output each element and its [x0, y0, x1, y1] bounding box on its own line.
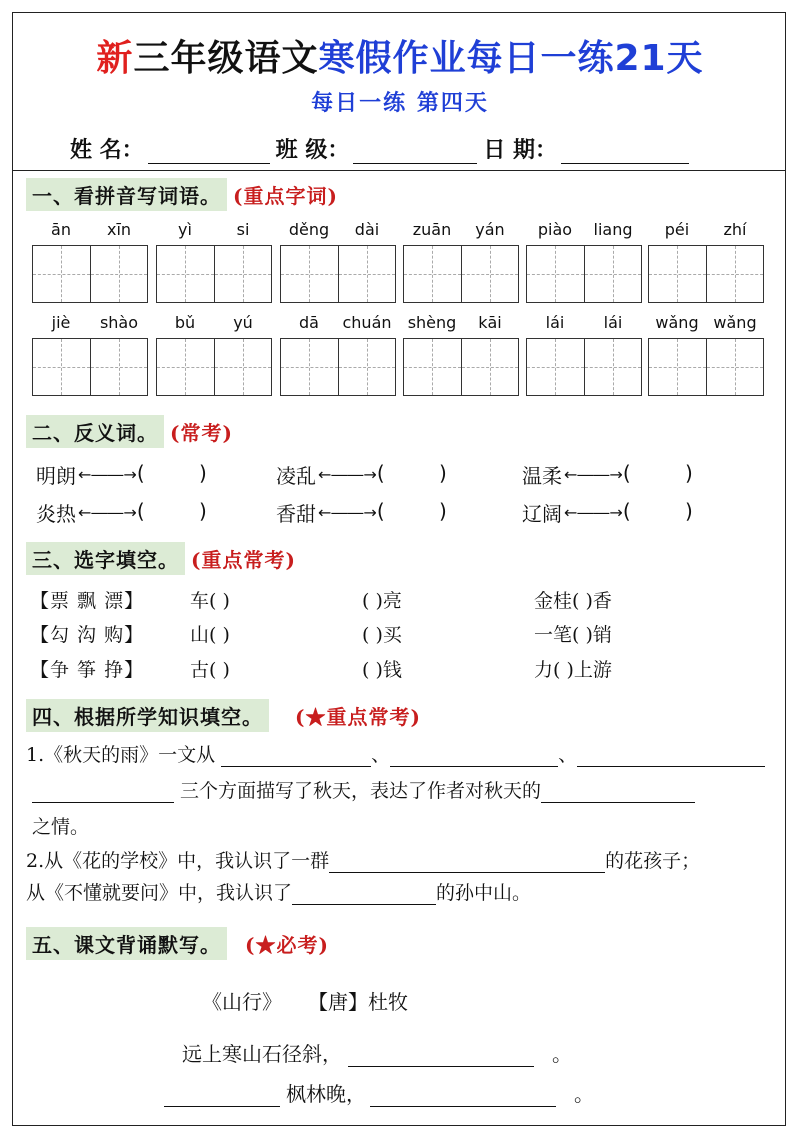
fill-item[interactable]: ( )买 [362, 624, 402, 646]
pinyin-label: lái [545, 313, 565, 332]
pinyin-label: shèng [407, 313, 457, 332]
tianzige-box[interactable] [526, 338, 642, 396]
antonym-answer-blank[interactable] [376, 498, 447, 525]
title-red: 新 [96, 38, 134, 79]
tianzige-cell[interactable] [33, 339, 90, 395]
tianzige-cell[interactable] [33, 246, 90, 302]
q2-mid-text: 的花孩子； [605, 850, 701, 872]
antonym-word: 辽阔 [522, 502, 562, 526]
q1-end-text: 之情。 [32, 816, 90, 838]
section3-heading [26, 541, 296, 575]
tianzige-cell[interactable] [90, 339, 147, 395]
question-2-line-2 [26, 878, 531, 905]
tianzige-cell[interactable] [404, 339, 461, 395]
title-black: 三年级语文 [133, 38, 319, 79]
class-field[interactable] [353, 137, 477, 164]
tianzige-box[interactable] [648, 245, 764, 303]
q1-blank-1[interactable] [221, 746, 371, 767]
tianzige-cell[interactable] [649, 339, 706, 395]
antonym-answer-blank[interactable] [622, 498, 693, 525]
pinyin-label: kāi [478, 313, 502, 332]
tianzige-cell[interactable] [527, 339, 584, 395]
tianzige-cell[interactable] [214, 339, 271, 395]
tianzige-box[interactable] [32, 245, 148, 303]
poem-period-2: 。 [574, 1082, 594, 1106]
pinyin-label: jiè [51, 313, 71, 332]
section3-label: 三、选字填空。 [26, 542, 185, 575]
char-group: 【争 筝 挣】 [30, 659, 145, 681]
paren-close: ) [199, 498, 207, 523]
q1-text: 1.《秋天的雨》一文从 [26, 744, 216, 766]
tianzige-box[interactable] [526, 245, 642, 303]
title-blue: 寒假作业每日一练21天 [318, 38, 704, 79]
antonym-answer-blank[interactable] [136, 460, 207, 487]
section4-heading [26, 698, 421, 732]
tianzige-box[interactable] [403, 245, 519, 303]
poem-line1-text: 远上寒山石径斜， [182, 1042, 342, 1066]
q2-text: 2.从《花的学校》中，我认识了一群 [26, 850, 330, 872]
paren-open: ( [622, 460, 631, 485]
pinyin-label: yán [475, 220, 505, 239]
name-label: 姓 名： [70, 138, 144, 163]
q2-blank-1[interactable] [329, 852, 605, 873]
poem-heading [202, 986, 408, 1015]
tianzige-cell[interactable] [404, 246, 461, 302]
q2b-end-text: 的孙中山。 [436, 882, 532, 904]
pinyin-label: wǎng [655, 313, 699, 332]
paren-open: ( [622, 498, 631, 523]
tianzige-cell[interactable] [706, 339, 763, 395]
date-field[interactable] [561, 137, 689, 164]
poem-line-1 [182, 1038, 572, 1067]
poem-author: 【唐】杜牧 [308, 990, 408, 1014]
pinyin-label: zuān [412, 220, 452, 239]
tianzige-cell[interactable] [461, 339, 518, 395]
poem-line-2 [164, 1078, 594, 1107]
paren-open: ( [376, 460, 385, 485]
pinyin-label: ān [51, 220, 71, 239]
poem-blank-2[interactable] [164, 1086, 280, 1107]
double-arrow-icon: ←――→ [318, 503, 377, 522]
fill-item[interactable]: 车( ) [190, 590, 230, 612]
question-2-line-1 [26, 846, 700, 873]
section5-tag: (★必考) [245, 932, 329, 957]
section2-label: 二、反义词。 [26, 415, 164, 448]
pinyin-label: yú [233, 313, 253, 332]
paren-close: ) [439, 460, 447, 485]
section1-label: 一、看拼音写词语。 [26, 178, 227, 211]
antonym-word: 香甜 [276, 502, 316, 526]
tianzige-cell[interactable] [649, 246, 706, 302]
poem-line2-text: 枫林晚， [286, 1082, 366, 1106]
pinyin-label: zhí [723, 220, 747, 239]
double-arrow-icon: ←――→ [78, 503, 137, 522]
q1-blank-3[interactable] [577, 746, 765, 767]
poem-blank-3[interactable] [370, 1086, 556, 1107]
paren-open: ( [376, 498, 385, 523]
section1-heading [26, 177, 338, 211]
question-1-line-3 [32, 812, 89, 839]
tianzige-box[interactable] [32, 338, 148, 396]
date-label: 日 期： [483, 138, 558, 163]
q2b-text: 从《不懂就要问》中，我认识了 [26, 882, 293, 904]
antonym-word: 温柔 [522, 464, 562, 488]
pinyin-label: dài [354, 220, 380, 239]
double-arrow-icon: ←――→ [564, 465, 623, 484]
antonym-item [522, 498, 693, 527]
section5-heading [26, 926, 329, 960]
tianzige-cell[interactable] [461, 246, 518, 302]
tianzige-cell[interactable] [584, 246, 641, 302]
tianzige-cell[interactable] [281, 246, 338, 302]
tianzige-cell[interactable] [214, 246, 271, 302]
tianzige-cell[interactable] [584, 339, 641, 395]
pinyin-label: shào [99, 313, 139, 332]
antonym-item [276, 498, 447, 527]
pinyin-label: dā [299, 313, 319, 332]
char-group: 【勾 沟 购】 [30, 624, 145, 646]
paren-open: ( [136, 498, 145, 523]
q1-mid-text: 三个方面描写了秋天，表达了作者对秋天的 [180, 780, 542, 802]
fill-item[interactable]: 古( ) [190, 659, 230, 681]
pinyin-label: piào [537, 220, 573, 239]
fill-item[interactable]: ( )钱 [362, 659, 402, 681]
tianzige-box[interactable] [403, 338, 519, 396]
antonym-answer-blank[interactable] [622, 460, 693, 487]
section1-tag: (重点字词) [233, 183, 338, 208]
section5-label: 五、课文背诵默写。 [26, 927, 227, 960]
q1-blank-4[interactable] [32, 782, 174, 803]
pinyin-label: wǎng [713, 313, 757, 332]
tianzige-box[interactable] [648, 338, 764, 396]
antonym-word: 凌乱 [276, 464, 316, 488]
pinyin-label: si [236, 220, 250, 239]
tianzige-cell[interactable] [157, 246, 214, 302]
question-1-line-1 [26, 740, 765, 767]
student-info-row [70, 128, 695, 164]
paren-close: ) [199, 460, 207, 485]
tianzige-box[interactable] [156, 245, 272, 303]
tianzige-cell[interactable] [338, 246, 395, 302]
fill-item[interactable]: ( )亮 [362, 590, 402, 612]
pinyin-label: lái [603, 313, 623, 332]
antonym-word: 炎热 [36, 502, 76, 526]
q2-blank-2[interactable] [292, 884, 436, 905]
section4-label: 四、根据所学知识填空。 [26, 699, 269, 732]
tianzige-cell[interactable] [706, 246, 763, 302]
page-subtitle: 每日一练 第四天 [311, 91, 489, 116]
antonym-item [36, 498, 207, 527]
poem-blank-1[interactable] [348, 1046, 534, 1067]
fill-item[interactable]: 山( ) [190, 624, 230, 646]
tianzige-cell[interactable] [90, 246, 147, 302]
section2-heading [26, 414, 233, 448]
antonym-word: 明朗 [36, 464, 76, 488]
pinyin-label: bǔ [174, 313, 196, 332]
antonym-item [36, 460, 207, 489]
paren-close: ) [685, 460, 693, 485]
header-divider [12, 170, 786, 171]
paren-open: ( [136, 460, 145, 485]
paren-close: ) [685, 498, 693, 523]
fill-item[interactable]: 力( )上游 [534, 659, 612, 681]
pinyin-label: chuán [342, 313, 392, 332]
q1-blank-5[interactable] [541, 782, 695, 803]
pinyin-label: liang [593, 220, 633, 239]
char-group: 【票 飘 漂】 [30, 590, 145, 612]
poem-title: 《山行》 [202, 990, 282, 1014]
section2-tag: (常考) [170, 420, 233, 445]
section3-tag: (重点常考) [191, 547, 296, 572]
class-label: 班 级： [275, 138, 350, 163]
pinyin-label: děng [288, 220, 330, 239]
q1-comma-2: 、 [558, 744, 578, 766]
paren-close: ) [439, 498, 447, 523]
page-title [0, 30, 800, 81]
antonym-answer-blank[interactable] [136, 498, 207, 525]
pinyin-label: yì [178, 220, 192, 239]
tianzige-box[interactable] [280, 245, 396, 303]
antonym-item [276, 460, 447, 489]
question-1-line-2 [32, 776, 695, 803]
double-arrow-icon: ←――→ [78, 465, 137, 484]
tianzige-box[interactable] [280, 338, 396, 396]
name-field[interactable] [148, 137, 270, 164]
poem-period-1: 。 [552, 1042, 572, 1066]
pinyin-label: péi [664, 220, 690, 239]
tianzige-cell[interactable] [281, 339, 338, 395]
q1-comma-1: 、 [371, 744, 391, 766]
tianzige-cell[interactable] [338, 339, 395, 395]
fill-item[interactable]: 金桂( )香 [534, 590, 612, 612]
double-arrow-icon: ←――→ [564, 503, 623, 522]
antonym-answer-blank[interactable] [376, 460, 447, 487]
fill-item[interactable]: 一笔( )销 [534, 624, 612, 646]
tianzige-cell[interactable] [157, 339, 214, 395]
q1-blank-2[interactable] [390, 746, 558, 767]
tianzige-cell[interactable] [527, 246, 584, 302]
double-arrow-icon: ←――→ [318, 465, 377, 484]
tianzige-box[interactable] [156, 338, 272, 396]
pinyin-label: xīn [106, 220, 132, 239]
antonym-item [522, 460, 693, 489]
section4-tag: (★重点常考) [295, 704, 421, 729]
